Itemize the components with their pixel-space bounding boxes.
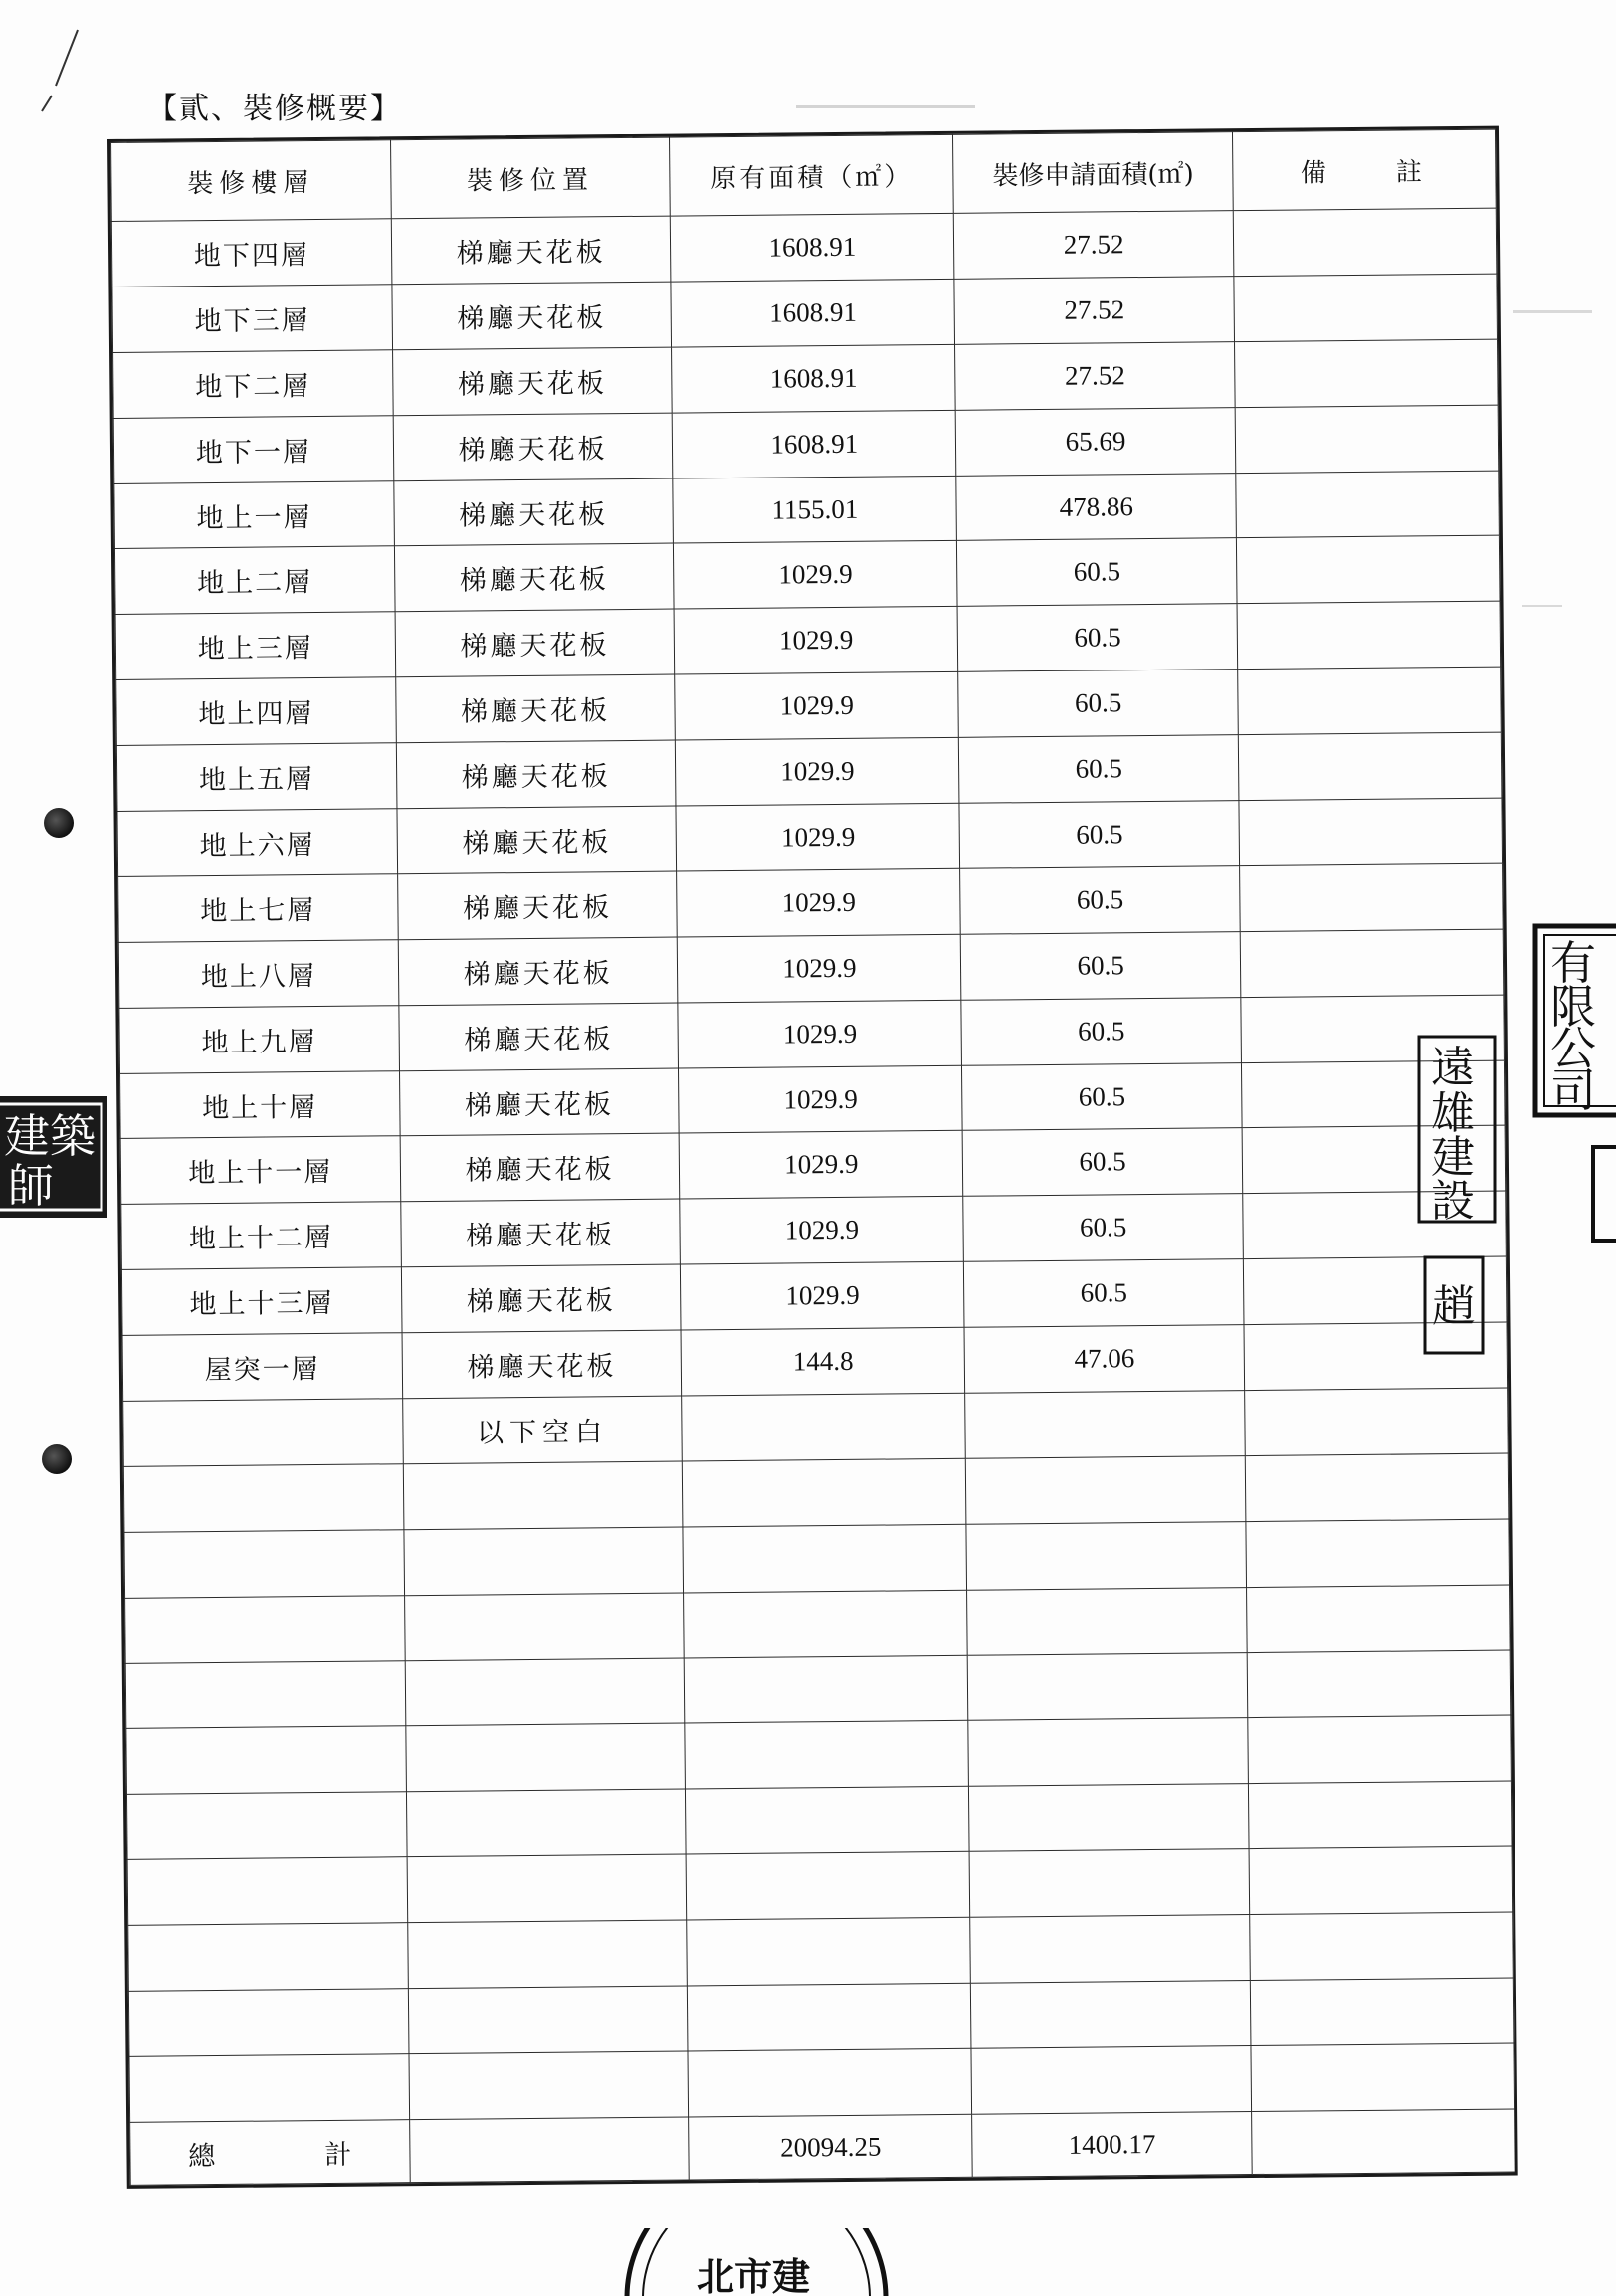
- empty-cell: [1245, 1453, 1509, 1521]
- cell-position: 梯廳天花板: [398, 937, 678, 1006]
- cell-original-area: 144.8: [681, 1327, 965, 1396]
- cell-original-area: 1029.9: [681, 1262, 965, 1331]
- cell-position: 梯廳天花板: [391, 216, 671, 285]
- cell-original-area: 1029.9: [674, 607, 958, 675]
- empty-cell: [969, 1784, 1249, 1852]
- cell-original-area: 1608.91: [673, 410, 957, 478]
- cell-position: 梯廳天花板: [394, 544, 674, 613]
- total-label: 總 計: [130, 2120, 410, 2186]
- empty-cell: [125, 1660, 405, 1729]
- empty-cell: [407, 1854, 687, 1923]
- empty-cell: [409, 2051, 689, 2120]
- cell-applied-area: 27.52: [955, 341, 1235, 410]
- company-seal: [1532, 923, 1616, 1118]
- empty-cell: [971, 1981, 1251, 2049]
- cell-applied-area: 47.06: [964, 1325, 1244, 1394]
- cell-position: 梯廳天花板: [402, 1330, 682, 1399]
- cell-remarks: [1235, 339, 1499, 407]
- cell-floor: 地上六層: [117, 809, 397, 877]
- cell-floor: 地下二層: [113, 350, 393, 419]
- empty-cell: [1249, 1846, 1513, 1914]
- header-remarks: 備 註: [1232, 129, 1496, 211]
- cell-applied-area: 60.5: [957, 604, 1237, 672]
- empty-cell: [124, 1530, 404, 1599]
- cell-remarks: [1236, 536, 1500, 604]
- company-seal-char: 司: [1550, 1063, 1596, 1117]
- empty-cell: [683, 1524, 967, 1593]
- cell-original-area: 1155.01: [673, 476, 957, 544]
- svg-text:建: 建: [1431, 1132, 1475, 1183]
- empty-cell: [404, 1593, 684, 1661]
- cell-floor: 地上四層: [116, 677, 396, 746]
- empty-cell: [1248, 1781, 1512, 1848]
- empty-cell: [684, 1590, 968, 1658]
- empty-cell: [128, 1923, 408, 1992]
- cell-original-area: 1029.9: [680, 1131, 964, 1200]
- cell-remarks: [1233, 208, 1497, 276]
- cell-original-area: 1029.9: [676, 737, 960, 806]
- cell-position: 梯廳天花板: [396, 740, 676, 809]
- cell-original-area: 1608.91: [672, 344, 956, 413]
- cell-position: 梯廳天花板: [392, 282, 672, 350]
- scan-speck: [1522, 605, 1562, 607]
- scan-speck: [1513, 310, 1592, 313]
- cell-position: 梯廳天花板: [401, 1264, 681, 1333]
- svg-text:北市建: 北市建: [697, 2254, 811, 2296]
- table-body: [111, 208, 1514, 2122]
- page-title: 【貳、裝修概要】: [147, 92, 402, 126]
- cell-floor: 地上十層: [120, 1070, 400, 1139]
- cell-original-area: 1029.9: [674, 541, 958, 610]
- empty-cell: [687, 1917, 971, 1986]
- svg-text:設: 設: [1431, 1176, 1475, 1227]
- cell-floor: 地下一層: [113, 415, 393, 483]
- header-floor: 裝修樓層: [111, 140, 391, 222]
- cell-remarks: [1237, 601, 1501, 669]
- cell-applied-area: 27.52: [954, 211, 1234, 280]
- svg-text:遠: 遠: [1431, 1043, 1475, 1093]
- empty-cell: [682, 1393, 966, 1461]
- empty-cell: [970, 1915, 1250, 1984]
- cell-applied-area: 60.5: [959, 735, 1239, 804]
- empty-cell: [967, 1652, 1247, 1721]
- header-original-area: 原有面積（㎡）: [670, 134, 954, 216]
- builder-seal: [1415, 1033, 1499, 1357]
- cell-floor: 屋突一層: [122, 1333, 402, 1402]
- cell-floor: 地下三層: [112, 285, 392, 353]
- cell-remarks: [1238, 732, 1502, 800]
- empty-cell: [1250, 1912, 1514, 1980]
- renovation-summary-table: [110, 129, 1515, 2186]
- cell-original-area: 1029.9: [675, 672, 959, 741]
- cell-floor: 地上十三層: [121, 1267, 401, 1336]
- cell-floor: 地上八層: [118, 940, 398, 1009]
- cell-position: 梯廳天花板: [397, 806, 677, 874]
- company-seal-char: 限: [1550, 980, 1596, 1034]
- cell-position: 梯廳天花板: [395, 674, 675, 743]
- cell-position: 梯廳天花板: [395, 609, 675, 677]
- cell-applied-area: 65.69: [955, 407, 1235, 476]
- punch-hole: [42, 1444, 72, 1474]
- cell-position: 梯廳天花板: [392, 347, 672, 416]
- empty-cell: [123, 1399, 403, 1467]
- cell-floor: 地上五層: [116, 743, 396, 812]
- empty-cell: [968, 1718, 1248, 1787]
- empty-cell: [685, 1721, 969, 1790]
- cell-applied-area: 60.5: [962, 1062, 1242, 1131]
- cell-original-area: 1029.9: [677, 868, 961, 937]
- bottom-round-seal: [617, 2228, 896, 2296]
- empty-cell: [685, 1655, 969, 1724]
- empty-cell: [404, 1527, 684, 1596]
- cell-position: 梯廳天花板: [400, 1133, 680, 1202]
- cell-applied-area: 60.5: [960, 866, 1240, 935]
- cell-position: 梯廳天花板: [394, 478, 674, 547]
- company-seal-char: 有: [1550, 936, 1596, 990]
- cell-floor: 地上十一層: [120, 1136, 400, 1205]
- total-position-cell: [409, 2117, 689, 2183]
- empty-cell: [127, 1857, 407, 1926]
- cell-floor: 地上十二層: [121, 1202, 401, 1270]
- svg-text:趙: 趙: [1432, 1281, 1476, 1332]
- empty-cell: [688, 2048, 972, 2117]
- empty-cell: [969, 1849, 1249, 1918]
- cell-applied-area: 60.5: [963, 1194, 1243, 1262]
- cell-remarks: [1239, 798, 1503, 865]
- renovation-summary-frame: [107, 126, 1518, 2189]
- table-header-row: [111, 129, 1497, 221]
- empty-cell: [971, 2045, 1251, 2114]
- cell-remarks: [1240, 863, 1504, 931]
- cell-applied-area: 60.5: [964, 1259, 1244, 1328]
- cell-floor: 地上三層: [115, 612, 395, 680]
- cell-original-area: 1029.9: [676, 803, 960, 871]
- empty-cell: [1246, 1519, 1510, 1587]
- empty-cell: [407, 1920, 687, 1989]
- empty-cell: [965, 1391, 1245, 1459]
- svg-text:雄: 雄: [1431, 1088, 1475, 1139]
- empty-cell: [967, 1587, 1247, 1655]
- cell-floor: 地上二層: [114, 546, 394, 615]
- cell-original-area: 1608.91: [671, 213, 955, 282]
- cell-position: 梯廳天花板: [397, 871, 677, 940]
- empty-cell: [408, 1986, 688, 2054]
- cell-original-area: 1029.9: [680, 1197, 964, 1265]
- empty-cell: [123, 1464, 403, 1533]
- empty-cell: [405, 1658, 685, 1727]
- header-position: 裝修位置: [390, 137, 670, 219]
- cell-floor: 地上九層: [119, 1005, 399, 1073]
- cell-floor: 地上一層: [114, 480, 394, 549]
- total-applied-area: 1400.17: [972, 2112, 1252, 2178]
- empty-cell: [406, 1789, 686, 1857]
- header-applied-area: 裝修申請面積(㎡): [953, 132, 1233, 214]
- cell-original-area: 1608.91: [671, 279, 955, 347]
- cell-floor: 地下四層: [111, 219, 391, 287]
- empty-cell: [966, 1456, 1246, 1525]
- empty-cell: [403, 1461, 683, 1530]
- cell-position: 梯廳天花板: [400, 1199, 680, 1267]
- cell-applied-area: 27.52: [954, 277, 1234, 345]
- cell-remarks: [1240, 929, 1504, 997]
- empty-cell: [1245, 1388, 1509, 1455]
- empty-cell: [1251, 2043, 1515, 2112]
- blank-note: 以下空白: [402, 1396, 682, 1464]
- total-original-area: 20094.25: [689, 2114, 972, 2180]
- empty-cell: [688, 1983, 972, 2051]
- cell-applied-area: 60.5: [957, 538, 1237, 607]
- cell-position: 梯廳天花板: [393, 413, 673, 481]
- empty-cell: [126, 1726, 406, 1795]
- cell-remarks: [1234, 274, 1498, 341]
- cell-applied-area: 60.5: [961, 997, 1241, 1065]
- cell-original-area: 1029.9: [679, 1065, 963, 1134]
- total-remarks-cell: [1252, 2109, 1515, 2175]
- cell-applied-area: 60.5: [961, 931, 1241, 1000]
- empty-cell: [129, 2054, 409, 2123]
- empty-cell: [686, 1787, 970, 1855]
- cell-original-area: 1029.9: [678, 1000, 962, 1068]
- company-seal-char: 公: [1550, 1022, 1596, 1075]
- empty-cell: [1247, 1585, 1511, 1652]
- empty-cell: [406, 1723, 686, 1792]
- punch-hole: [44, 808, 74, 838]
- scan-mark: [34, 26, 84, 115]
- empty-cell: [1248, 1716, 1512, 1784]
- cell-applied-area: 478.86: [956, 473, 1236, 541]
- empty-cell: [125, 1595, 405, 1663]
- cell-applied-area: 60.5: [962, 1128, 1242, 1197]
- total-row: [130, 2109, 1515, 2185]
- empty-cell: [686, 1852, 970, 1921]
- architect-seal: [0, 1092, 111, 1224]
- cell-position: 梯廳天花板: [399, 1003, 679, 1071]
- empty-cell: [1247, 1650, 1511, 1718]
- svg-text:師: 師: [8, 1159, 54, 1213]
- empty-cell: [966, 1521, 1246, 1590]
- cell-applied-area: 60.5: [959, 801, 1239, 869]
- cell-position: 梯廳天花板: [399, 1068, 679, 1137]
- svg-text:建築: 建築: [4, 1109, 96, 1163]
- empty-cell: [1250, 1978, 1514, 2045]
- empty-cell: [126, 1792, 406, 1860]
- small-seal-fragment: [1590, 1144, 1616, 1244]
- cell-remarks: [1238, 667, 1502, 734]
- cell-original-area: 1029.9: [678, 934, 962, 1003]
- cell-remarks: [1235, 405, 1499, 473]
- cell-applied-area: 60.5: [958, 670, 1238, 738]
- scan-speck: [796, 105, 975, 108]
- cell-remarks: [1236, 471, 1500, 538]
- empty-cell: [128, 1989, 408, 2057]
- empty-cell: [683, 1458, 967, 1527]
- cell-floor: 地上七層: [118, 874, 398, 943]
